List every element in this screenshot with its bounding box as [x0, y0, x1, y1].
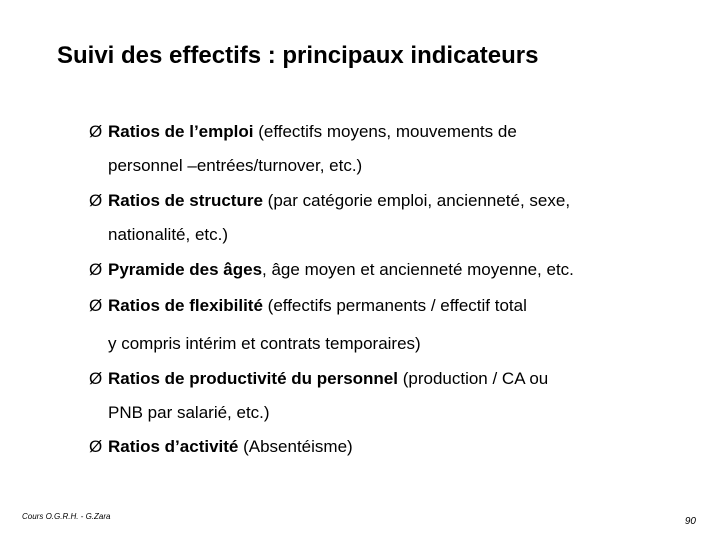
bullet-heading: Ratios de productivité du personnel — [108, 369, 398, 388]
arrow-bullet-icon: Ø — [89, 296, 103, 315]
bullet-text: (effectifs moyens, mouvements de — [253, 122, 517, 141]
arrow-bullet-icon: Ø — [89, 191, 103, 210]
arrow-bullet-icon: Ø — [89, 369, 103, 388]
bullet-text: (par catégorie emploi, ancienneté, sexe, — [262, 191, 571, 210]
bullet-line — [89, 362, 548, 396]
bullet-text: (production / CA ou — [397, 369, 549, 388]
bullet-line — [89, 253, 574, 287]
bullet-text: (Absentéisme) — [238, 437, 353, 456]
bullet-text: , âge moyen et ancienneté moyenne, etc. — [262, 260, 574, 279]
bullet-line — [89, 184, 570, 218]
slide-title: Suivi des effectifs : principaux indicateurs — [57, 42, 539, 69]
bullet-line — [89, 289, 527, 323]
bullet-heading: Ratios d’activité — [108, 437, 239, 456]
bullet-ratios-activite — [89, 430, 353, 464]
bullet-continuation: PNB par salarié, etc.) — [108, 403, 270, 422]
bullet-continuation: personnel –entrées/turnover, etc.) — [108, 156, 363, 175]
bullet-heading: Ratios de structure — [108, 191, 263, 210]
bullet-heading: Ratios de l’emploi — [108, 122, 254, 141]
arrow-bullet-icon: Ø — [89, 260, 103, 279]
bullet-line — [89, 115, 517, 149]
arrow-bullet-icon: Ø — [89, 122, 103, 141]
bullet-heading: Pyramide des âges — [108, 260, 263, 279]
bullet-ratios-structure — [89, 184, 570, 252]
bullet-ratios-emploi — [89, 115, 517, 183]
bullet-text: (effectifs permanents / effectif total — [262, 296, 527, 315]
footer-author: Cours O.G.R.H. - G.Zara — [22, 512, 111, 521]
arrow-bullet-icon: Ø — [89, 437, 103, 456]
bullet-ratios-flexibilite — [89, 289, 527, 361]
bullet-ratios-productivite — [89, 362, 548, 430]
bullet-pyramide-ages — [89, 253, 574, 287]
bullet-continuation: nationalité, etc.) — [108, 225, 229, 244]
bullet-line — [89, 430, 353, 464]
bullet-continuation: y compris intérim et contrats temporaires) — [108, 334, 421, 353]
page-number: 90 — [684, 516, 696, 527]
bullet-heading: Ratios de flexibilité — [108, 296, 263, 315]
